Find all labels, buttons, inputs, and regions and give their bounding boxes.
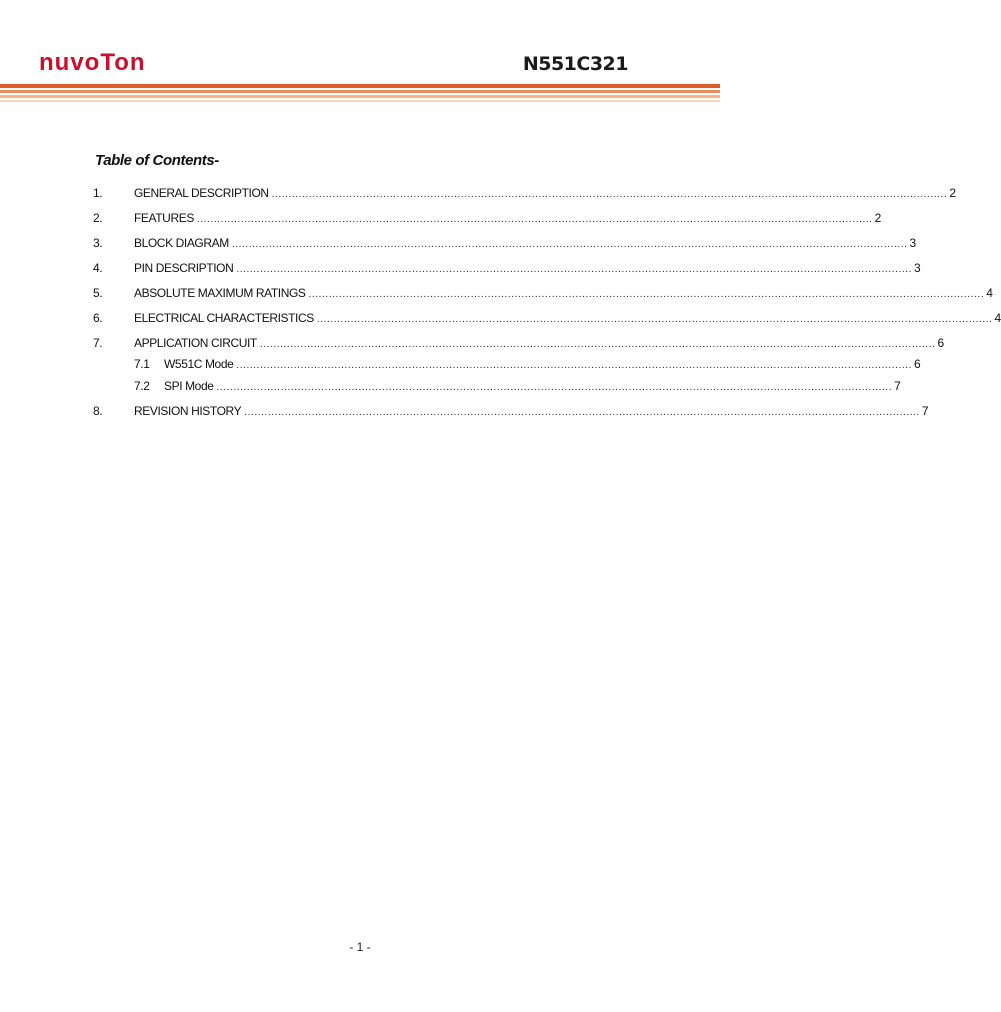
toc-leader-dots: ........................................................................................................................................................................................................ — [236, 360, 913, 371]
toc-entry-label: FEATURES — [134, 211, 194, 225]
toc-entry-block-diagram[interactable] — [93, 236, 916, 252]
toc-leader-dots: ........................................................................................................................................................................................................ — [216, 382, 893, 393]
toc-entry-label: SPI Mode — [164, 379, 214, 393]
toc-subentry-w551c-mode[interactable] — [134, 357, 921, 373]
nuvoton-logo-text: nuvoTon — [39, 49, 146, 76]
toc-entry-number: 2. — [93, 211, 103, 225]
toc-entry-page: 3 — [909, 236, 916, 250]
toc-entry-label: BLOCK DIAGRAM — [134, 236, 229, 250]
toc-entry-page: 2 — [949, 186, 956, 200]
nuvoton-logo — [39, 50, 209, 76]
toc-entry-page: 4 — [986, 286, 993, 300]
toc-entry-number: 6. — [93, 311, 103, 325]
toc-entry-number: 8. — [93, 404, 103, 418]
toc-leader-dots: ........................................................................................................................................................................................................ — [316, 314, 993, 325]
toc-entry-page: 7 — [894, 379, 901, 393]
toc-entry-number: 1. — [93, 186, 103, 200]
toc-entry-label: APPLICATION CIRCUIT — [134, 336, 257, 350]
toc-leader-dots: ........................................................................................................................................................................................................ — [231, 239, 908, 250]
toc-entry-label: ELECTRICAL CHARACTERISTICS — [134, 311, 314, 325]
page-number: - 1 - — [349, 940, 371, 954]
toc-entry-number: 7.2 — [134, 379, 150, 393]
toc-entry-page: 6 — [914, 357, 921, 371]
toc-leader-dots: ........................................................................................................................................................................................................ — [259, 339, 936, 350]
toc-entry-number: 7. — [93, 336, 103, 350]
toc-entry-label: ABSOLUTE MAXIMUM RATINGS — [134, 286, 306, 300]
toc-entry-label: W551C Mode — [164, 357, 234, 371]
toc-leader-dots: ........................................................................................................................................................................................................ — [244, 407, 920, 418]
toc-entry-page: 6 — [937, 336, 944, 350]
toc-entry-number: 5. — [93, 286, 103, 300]
toc-leader-dots: ........................................................................................................................................................................................................ — [308, 289, 985, 300]
header-band-light — [0, 95, 720, 98]
document-id: N551C321 — [522, 53, 628, 75]
header-band-dark — [0, 84, 720, 88]
toc-entry-page: 7 — [921, 404, 929, 418]
toc-leader-dots: ........................................................................................................................................................................................................ — [236, 264, 913, 275]
toc-entry-label: GENERAL DESCRIPTION — [134, 186, 269, 200]
toc-subentry-spi-mode[interactable] — [134, 379, 901, 395]
toc-entry-electrical-characteristics[interactable] — [93, 311, 1001, 327]
toc-entry-label: PIN DESCRIPTION — [134, 261, 234, 275]
toc-entry-number: 4. — [93, 261, 103, 275]
toc-entry-absolute-maximum-ratings[interactable] — [93, 286, 993, 302]
toc-entry-page: 4 — [994, 311, 1001, 325]
toc-title: Table of Contents- — [95, 152, 219, 169]
toc-entry-number: 7.1 — [134, 357, 150, 371]
toc-entry-label: REVISION HISTORY — [134, 404, 242, 418]
toc-entry-number: 3. — [93, 236, 103, 250]
toc-entry-pin-description[interactable] — [93, 261, 921, 277]
header-band-mid — [0, 90, 720, 93]
toc-entry-revision-history[interactable] — [93, 404, 929, 420]
toc-entry-features[interactable] — [93, 211, 881, 227]
toc-entry-page: 3 — [914, 261, 921, 275]
toc-entry-application-circuit[interactable] — [93, 336, 944, 352]
toc-entry-general-description[interactable] — [93, 186, 956, 202]
toc-entry-page: 2 — [874, 211, 881, 225]
toc-leader-dots: ........................................................................................................................................................................................................ — [196, 214, 873, 225]
toc-leader-dots: ........................................................................................................................................................................................................ — [271, 189, 948, 200]
header-band-faint — [0, 100, 720, 102]
